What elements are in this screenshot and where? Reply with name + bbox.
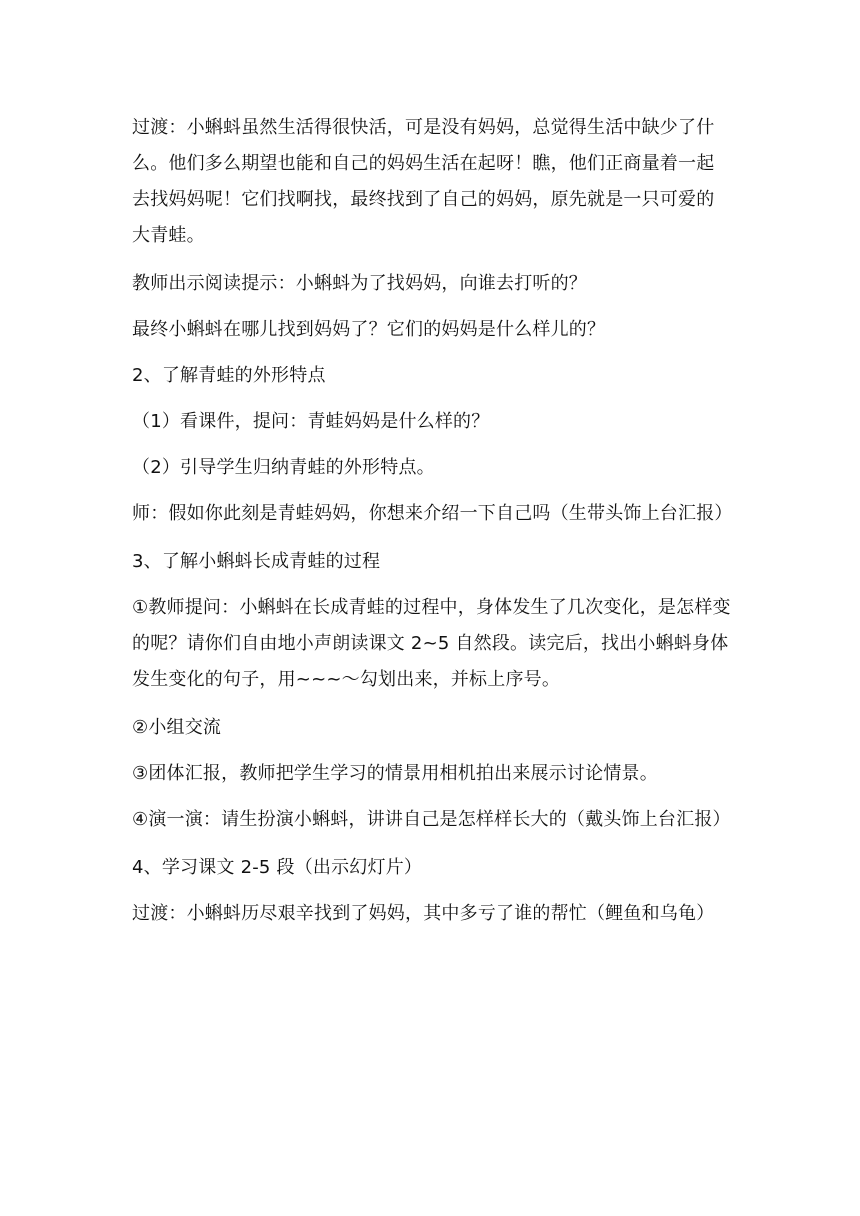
paragraph-role-play: ④演一演：请生扮演小蝌蚪，讲讲自己是怎样样长大的（戴头饰上台汇报） — [132, 809, 731, 830]
paragraph-step-1: （1）看课件，提问：青蛙妈妈是什么样的？ — [132, 411, 490, 432]
paragraph-reading-prompt: 教师出示阅读提示：小蝌蚪为了找妈妈，向谁去打听的？ — [132, 273, 587, 294]
section-heading-4: 4、学习课文 2-5 段（出示幻灯片） — [132, 857, 423, 878]
section-heading-3: 3、了解小蝌蚪长成青蛙的过程 — [132, 551, 381, 572]
paragraph-group-report: ③团体汇报，教师把学生学习的情景用相机拍出来展示讨论情景。 — [132, 763, 658, 784]
paragraph-teacher-frog-intro: 师：假如你此刻是青蛙妈妈，你想来介绍一下自己吗（生带头饰上台汇报） — [132, 503, 733, 524]
section-heading-2: 2、了解青蛙的外形特点 — [132, 365, 326, 386]
paragraph-group-exchange: ②小组交流 — [132, 717, 222, 738]
document-body — [132, 110, 732, 944]
paragraph-transition-help: 过渡：小蝌蚪历尽艰辛找到了妈妈，其中多亏了谁的帮忙（鲤鱼和乌龟） — [132, 903, 715, 924]
paragraph-transition-intro: 过渡：小蝌蚪虽然生活得很快活，可是没有妈妈，总觉得生活中缺少了什么。他们多么期望也能和自己的妈妈生活在起呀！瞧，他们正商量着一起去找妈妈呢！它们找啊找，最终找到了自己的妈妈，原先就是一只可爱的大青蛙。 — [132, 117, 715, 246]
paragraph-reading-question: 最终小蝌蚪在哪儿找到妈妈了？它们的妈妈是什么样儿的？ — [132, 319, 606, 340]
paragraph-step-2: （2）引导学生归纳青蛙的外形特点。 — [132, 457, 435, 478]
paragraph-teacher-question: ①教师提问：小蝌蚪在长成青蛙的过程中，身体发生了几次变化，是怎样变的呢？请你们自由地小声朗读课文 2~5 自然段。读完后，找出小蝌蚪身体发生变化的句子，用~~~～勾划出来，并标上序号。 — [132, 597, 731, 690]
